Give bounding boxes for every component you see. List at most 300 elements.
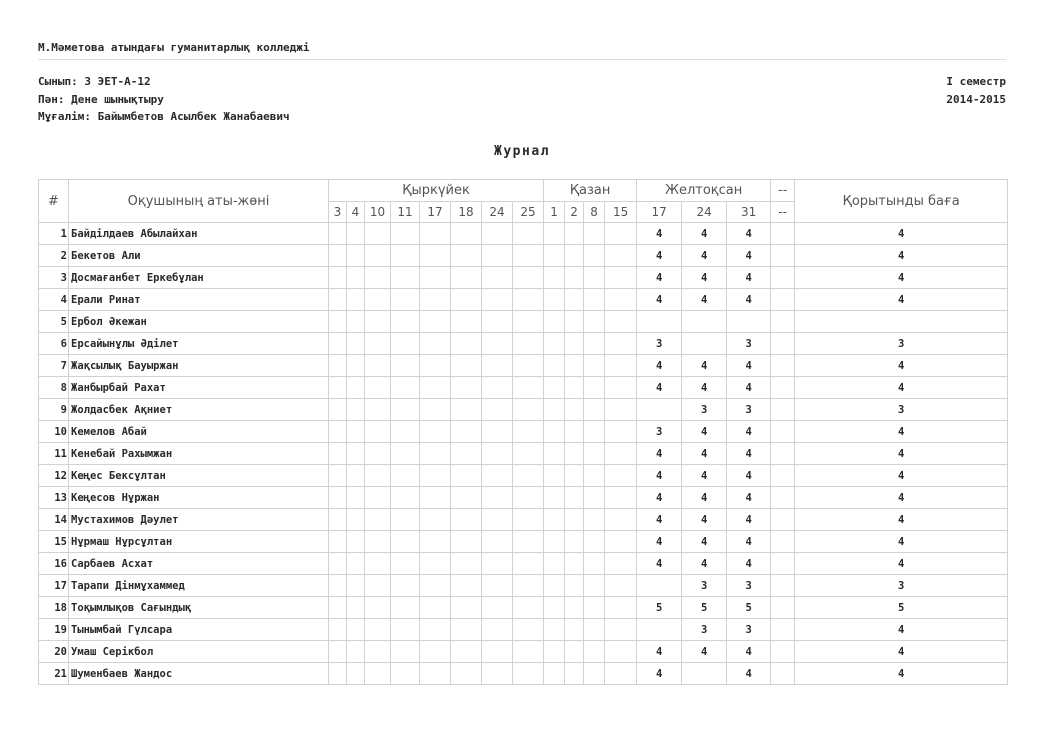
grade-cell <box>605 597 637 619</box>
grade-cell <box>771 311 795 333</box>
grade-cell <box>347 355 365 377</box>
grade-cell <box>391 311 420 333</box>
grade-cell <box>420 509 451 531</box>
grade-cell: 4 <box>637 641 682 663</box>
grade-cell <box>365 553 391 575</box>
grade-cell: 4 <box>682 355 727 377</box>
grade-cell <box>365 575 391 597</box>
grade-cell <box>420 355 451 377</box>
grade-cell <box>565 223 584 245</box>
grade-cell <box>584 509 605 531</box>
day-header: 2 <box>565 202 584 223</box>
grade-cell: 4 <box>727 553 771 575</box>
col-header-number: # <box>39 180 69 223</box>
grade-cell <box>605 223 637 245</box>
grade-cell <box>513 619 544 641</box>
grade-journal-table <box>38 179 1008 685</box>
final-grade-cell: 4 <box>795 267 1008 289</box>
row-number: 5 <box>39 311 69 333</box>
student-name: Сарбаев Асхат <box>69 553 329 575</box>
grade-cell: 4 <box>637 553 682 575</box>
grade-cell <box>605 575 637 597</box>
student-row <box>39 641 1008 663</box>
grade-cell <box>451 553 482 575</box>
header-row-months <box>39 180 1008 202</box>
grade-cell <box>391 597 420 619</box>
grade-cell <box>605 377 637 399</box>
grade-cell: 4 <box>637 377 682 399</box>
grade-cell <box>771 245 795 267</box>
grade-cell <box>420 553 451 575</box>
grade-cell <box>544 377 565 399</box>
grade-cell <box>482 267 513 289</box>
grade-cell <box>513 333 544 355</box>
final-grade-cell: 4 <box>795 531 1008 553</box>
grade-cell: 5 <box>682 597 727 619</box>
grade-cell <box>565 421 584 443</box>
final-grade-cell: 4 <box>795 443 1008 465</box>
student-name: Бекетов Али <box>69 245 329 267</box>
day-header: 17 <box>420 202 451 223</box>
grade-cell <box>544 663 565 685</box>
grade-cell <box>565 575 584 597</box>
grade-cell <box>771 377 795 399</box>
grade-cell <box>451 619 482 641</box>
grade-cell <box>451 531 482 553</box>
grade-cell <box>329 575 347 597</box>
grade-cell: 4 <box>637 223 682 245</box>
grade-cell: 4 <box>727 245 771 267</box>
grade-cell <box>365 619 391 641</box>
grade-cell <box>544 333 565 355</box>
grade-cell: 4 <box>727 663 771 685</box>
grade-cell <box>391 487 420 509</box>
grade-cell <box>513 487 544 509</box>
class-line: Сынып: 3 ЭЕТ-А-12 <box>38 75 151 88</box>
day-header: 15 <box>605 202 637 223</box>
grade-cell <box>544 267 565 289</box>
month-header: Желтоқсан <box>637 180 771 202</box>
row-number: 14 <box>39 509 69 531</box>
grade-cell <box>513 443 544 465</box>
grade-cell <box>451 223 482 245</box>
student-name: Тынымбай Гүлсара <box>69 619 329 641</box>
day-header: 1 <box>544 202 565 223</box>
row-number: 12 <box>39 465 69 487</box>
grade-cell <box>347 619 365 641</box>
final-grade-cell: 4 <box>795 663 1008 685</box>
grade-cell <box>347 377 365 399</box>
grade-cell: 4 <box>637 487 682 509</box>
school-year: 2014-2015 <box>946 92 1006 106</box>
student-name: Жанбырбай Рахат <box>69 377 329 399</box>
grade-cell <box>391 663 420 685</box>
grade-cell <box>727 311 771 333</box>
grade-cell <box>637 311 682 333</box>
grade-cell <box>482 531 513 553</box>
grade-cell <box>420 289 451 311</box>
grade-cell <box>584 289 605 311</box>
grade-cell <box>771 333 795 355</box>
grade-cell <box>329 641 347 663</box>
grade-cell <box>420 465 451 487</box>
grade-cell <box>544 509 565 531</box>
student-name: Жолдасбек Ақниет <box>69 399 329 421</box>
grade-cell <box>365 487 391 509</box>
grade-cell <box>329 333 347 355</box>
grade-cell <box>605 509 637 531</box>
grade-cell <box>329 531 347 553</box>
grade-cell <box>347 421 365 443</box>
grade-cell: 3 <box>727 619 771 641</box>
grade-cell <box>771 531 795 553</box>
month-header: Қазан <box>544 180 637 202</box>
grade-cell <box>482 223 513 245</box>
grade-cell: 4 <box>682 509 727 531</box>
final-grade-cell: 4 <box>795 289 1008 311</box>
grade-cell <box>605 399 637 421</box>
grade-cell <box>420 223 451 245</box>
grade-cell <box>605 553 637 575</box>
grade-cell <box>771 289 795 311</box>
grade-cell <box>605 443 637 465</box>
grade-cell <box>329 443 347 465</box>
grade-cell <box>605 619 637 641</box>
grade-cell <box>329 311 347 333</box>
grade-cell <box>544 465 565 487</box>
final-grade-cell: 3 <box>795 575 1008 597</box>
final-grade-cell: 4 <box>795 355 1008 377</box>
grade-cell <box>347 443 365 465</box>
grade-cell <box>584 333 605 355</box>
grade-cell <box>565 333 584 355</box>
grade-cell: 4 <box>637 355 682 377</box>
row-number: 13 <box>39 487 69 509</box>
grade-cell <box>451 355 482 377</box>
grade-cell <box>513 223 544 245</box>
grade-cell <box>451 575 482 597</box>
row-number: 8 <box>39 377 69 399</box>
grade-cell <box>584 553 605 575</box>
grade-cell <box>482 289 513 311</box>
grade-cell <box>329 619 347 641</box>
row-number: 2 <box>39 245 69 267</box>
grade-cell <box>584 355 605 377</box>
row-number: 4 <box>39 289 69 311</box>
grade-cell <box>420 267 451 289</box>
grade-cell <box>513 377 544 399</box>
grade-cell <box>584 311 605 333</box>
grade-cell <box>584 487 605 509</box>
grade-cell <box>365 597 391 619</box>
student-name: Мустахимов Дәулет <box>69 509 329 531</box>
grade-cell <box>329 597 347 619</box>
col-header-final-grade: Қорытынды баға <box>795 180 1008 223</box>
grade-cell <box>513 663 544 685</box>
grade-cell <box>451 245 482 267</box>
grade-cell: 4 <box>727 289 771 311</box>
grade-cell <box>605 333 637 355</box>
grade-cell <box>451 311 482 333</box>
grade-cell <box>565 641 584 663</box>
grade-cell <box>544 641 565 663</box>
student-name: Кемелов Абай <box>69 421 329 443</box>
grade-cell <box>565 619 584 641</box>
final-grade-cell: 4 <box>795 223 1008 245</box>
grade-cell: 4 <box>682 223 727 245</box>
grade-cell <box>482 377 513 399</box>
grade-cell <box>365 289 391 311</box>
grade-cell <box>391 355 420 377</box>
grade-cell <box>482 641 513 663</box>
grade-cell <box>584 267 605 289</box>
grade-cell <box>347 245 365 267</box>
grade-cell <box>513 399 544 421</box>
grade-cell <box>544 575 565 597</box>
grade-cell <box>347 575 365 597</box>
grade-cell <box>365 223 391 245</box>
row-number: 3 <box>39 267 69 289</box>
grade-cell <box>605 531 637 553</box>
grade-cell <box>391 641 420 663</box>
grade-cell <box>391 553 420 575</box>
day-header: 10 <box>365 202 391 223</box>
grade-cell <box>565 399 584 421</box>
grade-cell <box>347 311 365 333</box>
grade-cell <box>565 487 584 509</box>
grade-cell <box>513 421 544 443</box>
student-row <box>39 597 1008 619</box>
student-row <box>39 399 1008 421</box>
grade-cell <box>565 553 584 575</box>
grade-cell <box>584 597 605 619</box>
grade-cell <box>329 399 347 421</box>
final-grade-cell: 4 <box>795 509 1008 531</box>
grade-cell: 4 <box>727 465 771 487</box>
grade-cell <box>771 399 795 421</box>
student-row <box>39 443 1008 465</box>
final-grade-cell: 3 <box>795 333 1008 355</box>
grade-cell <box>347 267 365 289</box>
grade-cell <box>605 311 637 333</box>
grade-cell: 3 <box>637 333 682 355</box>
grade-cell <box>565 663 584 685</box>
grade-cell <box>605 245 637 267</box>
grade-cell: 4 <box>682 553 727 575</box>
student-name: Ерсайынұлы Әділет <box>69 333 329 355</box>
grade-cell <box>565 509 584 531</box>
grade-cell <box>605 641 637 663</box>
grade-cell: 4 <box>637 267 682 289</box>
grade-cell <box>771 509 795 531</box>
grade-cell <box>482 619 513 641</box>
row-number: 17 <box>39 575 69 597</box>
grade-cell <box>365 509 391 531</box>
grade-cell <box>391 509 420 531</box>
grade-cell <box>544 553 565 575</box>
grade-cell <box>513 509 544 531</box>
grade-cell <box>584 223 605 245</box>
day-header: 18 <box>451 202 482 223</box>
grade-cell: 4 <box>727 355 771 377</box>
grade-cell: 5 <box>637 597 682 619</box>
grade-cell <box>513 531 544 553</box>
grade-cell <box>347 289 365 311</box>
grade-cell <box>391 267 420 289</box>
grade-cell <box>584 619 605 641</box>
grade-cell: 4 <box>727 487 771 509</box>
row-number: 21 <box>39 663 69 685</box>
grade-cell <box>544 223 565 245</box>
grade-cell <box>329 245 347 267</box>
grade-cell <box>605 465 637 487</box>
grade-cell <box>637 399 682 421</box>
grade-cell <box>584 663 605 685</box>
grade-cell <box>365 245 391 267</box>
grade-cell <box>565 355 584 377</box>
grade-cell <box>451 465 482 487</box>
grade-cell: 3 <box>682 619 727 641</box>
student-name: Шуменбаев Жандос <box>69 663 329 685</box>
table-body <box>39 223 1008 685</box>
grade-cell <box>771 575 795 597</box>
semester: I семестр <box>946 75 1006 88</box>
grade-cell <box>391 399 420 421</box>
student-row <box>39 553 1008 575</box>
grade-cell: 4 <box>682 289 727 311</box>
grade-cell <box>347 399 365 421</box>
grade-cell <box>365 421 391 443</box>
grade-cell <box>544 531 565 553</box>
grade-cell: 4 <box>637 443 682 465</box>
student-name: Нұрмаш Нұрсұлтан <box>69 531 329 553</box>
grade-cell <box>565 443 584 465</box>
final-grade-cell: 4 <box>795 553 1008 575</box>
student-row <box>39 245 1008 267</box>
grade-cell <box>391 223 420 245</box>
row-number: 15 <box>39 531 69 553</box>
grade-cell <box>513 267 544 289</box>
month-header: Қыркүйек <box>329 180 544 202</box>
grade-cell <box>420 245 451 267</box>
grade-cell <box>682 333 727 355</box>
grade-cell <box>365 663 391 685</box>
student-name: Тоқымлықов Сағындық <box>69 597 329 619</box>
final-grade-cell: 4 <box>795 421 1008 443</box>
grade-cell <box>451 399 482 421</box>
grade-cell <box>482 509 513 531</box>
grade-cell <box>451 663 482 685</box>
grade-cell <box>420 311 451 333</box>
grade-cell <box>637 575 682 597</box>
term-info <box>946 73 1006 108</box>
grade-cell <box>482 245 513 267</box>
grade-cell <box>482 465 513 487</box>
grade-cell <box>771 421 795 443</box>
grade-cell <box>771 465 795 487</box>
grade-cell: 4 <box>727 509 771 531</box>
student-row <box>39 465 1008 487</box>
grade-cell: 4 <box>727 267 771 289</box>
grade-cell <box>544 487 565 509</box>
teacher-line: Мұғалім: Байымбетов Асылбек Жанабаевич <box>38 110 290 123</box>
day-header: 8 <box>584 202 605 223</box>
grade-cell <box>482 311 513 333</box>
grade-cell <box>365 355 391 377</box>
grade-cell <box>451 487 482 509</box>
grade-cell <box>329 663 347 685</box>
grade-cell <box>771 663 795 685</box>
final-grade-cell: 4 <box>795 487 1008 509</box>
final-grade-cell: 4 <box>795 641 1008 663</box>
grade-cell: 3 <box>727 575 771 597</box>
day-header: 4 <box>347 202 365 223</box>
grade-cell <box>347 465 365 487</box>
day-header: 11 <box>391 202 420 223</box>
grade-cell: 4 <box>682 465 727 487</box>
grade-cell: 4 <box>727 421 771 443</box>
grade-cell: 3 <box>727 333 771 355</box>
grade-cell <box>771 553 795 575</box>
grade-cell <box>329 355 347 377</box>
grade-cell <box>420 575 451 597</box>
month-header: -- <box>771 180 795 202</box>
grade-cell <box>771 267 795 289</box>
grade-cell <box>544 443 565 465</box>
grade-cell <box>544 597 565 619</box>
grade-cell <box>420 443 451 465</box>
grade-cell <box>347 509 365 531</box>
grade-cell <box>771 619 795 641</box>
student-name: Кеңесов Нұржан <box>69 487 329 509</box>
grade-cell <box>329 377 347 399</box>
grade-cell <box>451 421 482 443</box>
grade-cell <box>420 531 451 553</box>
day-header: 17 <box>637 202 682 223</box>
grade-cell <box>347 641 365 663</box>
student-row <box>39 223 1008 245</box>
grade-cell <box>391 465 420 487</box>
grade-cell: 4 <box>682 267 727 289</box>
grade-cell <box>420 399 451 421</box>
grade-cell: 4 <box>727 641 771 663</box>
grade-cell <box>391 619 420 641</box>
grade-cell <box>329 267 347 289</box>
grade-cell <box>329 289 347 311</box>
grade-cell <box>329 487 347 509</box>
grade-cell <box>637 619 682 641</box>
row-number: 6 <box>39 333 69 355</box>
grade-cell: 4 <box>682 443 727 465</box>
student-row <box>39 509 1008 531</box>
grade-cell <box>365 399 391 421</box>
grade-cell <box>482 597 513 619</box>
day-header: 24 <box>682 202 727 223</box>
grade-cell: 4 <box>727 443 771 465</box>
student-row <box>39 619 1008 641</box>
grade-cell <box>565 377 584 399</box>
grade-cell: 4 <box>727 377 771 399</box>
grade-cell <box>565 531 584 553</box>
grade-cell <box>391 421 420 443</box>
grade-cell <box>565 311 584 333</box>
grade-cell: 4 <box>637 531 682 553</box>
grade-cell <box>584 531 605 553</box>
grade-cell <box>584 443 605 465</box>
row-number: 9 <box>39 399 69 421</box>
grade-cell <box>771 355 795 377</box>
grade-cell: 3 <box>682 575 727 597</box>
